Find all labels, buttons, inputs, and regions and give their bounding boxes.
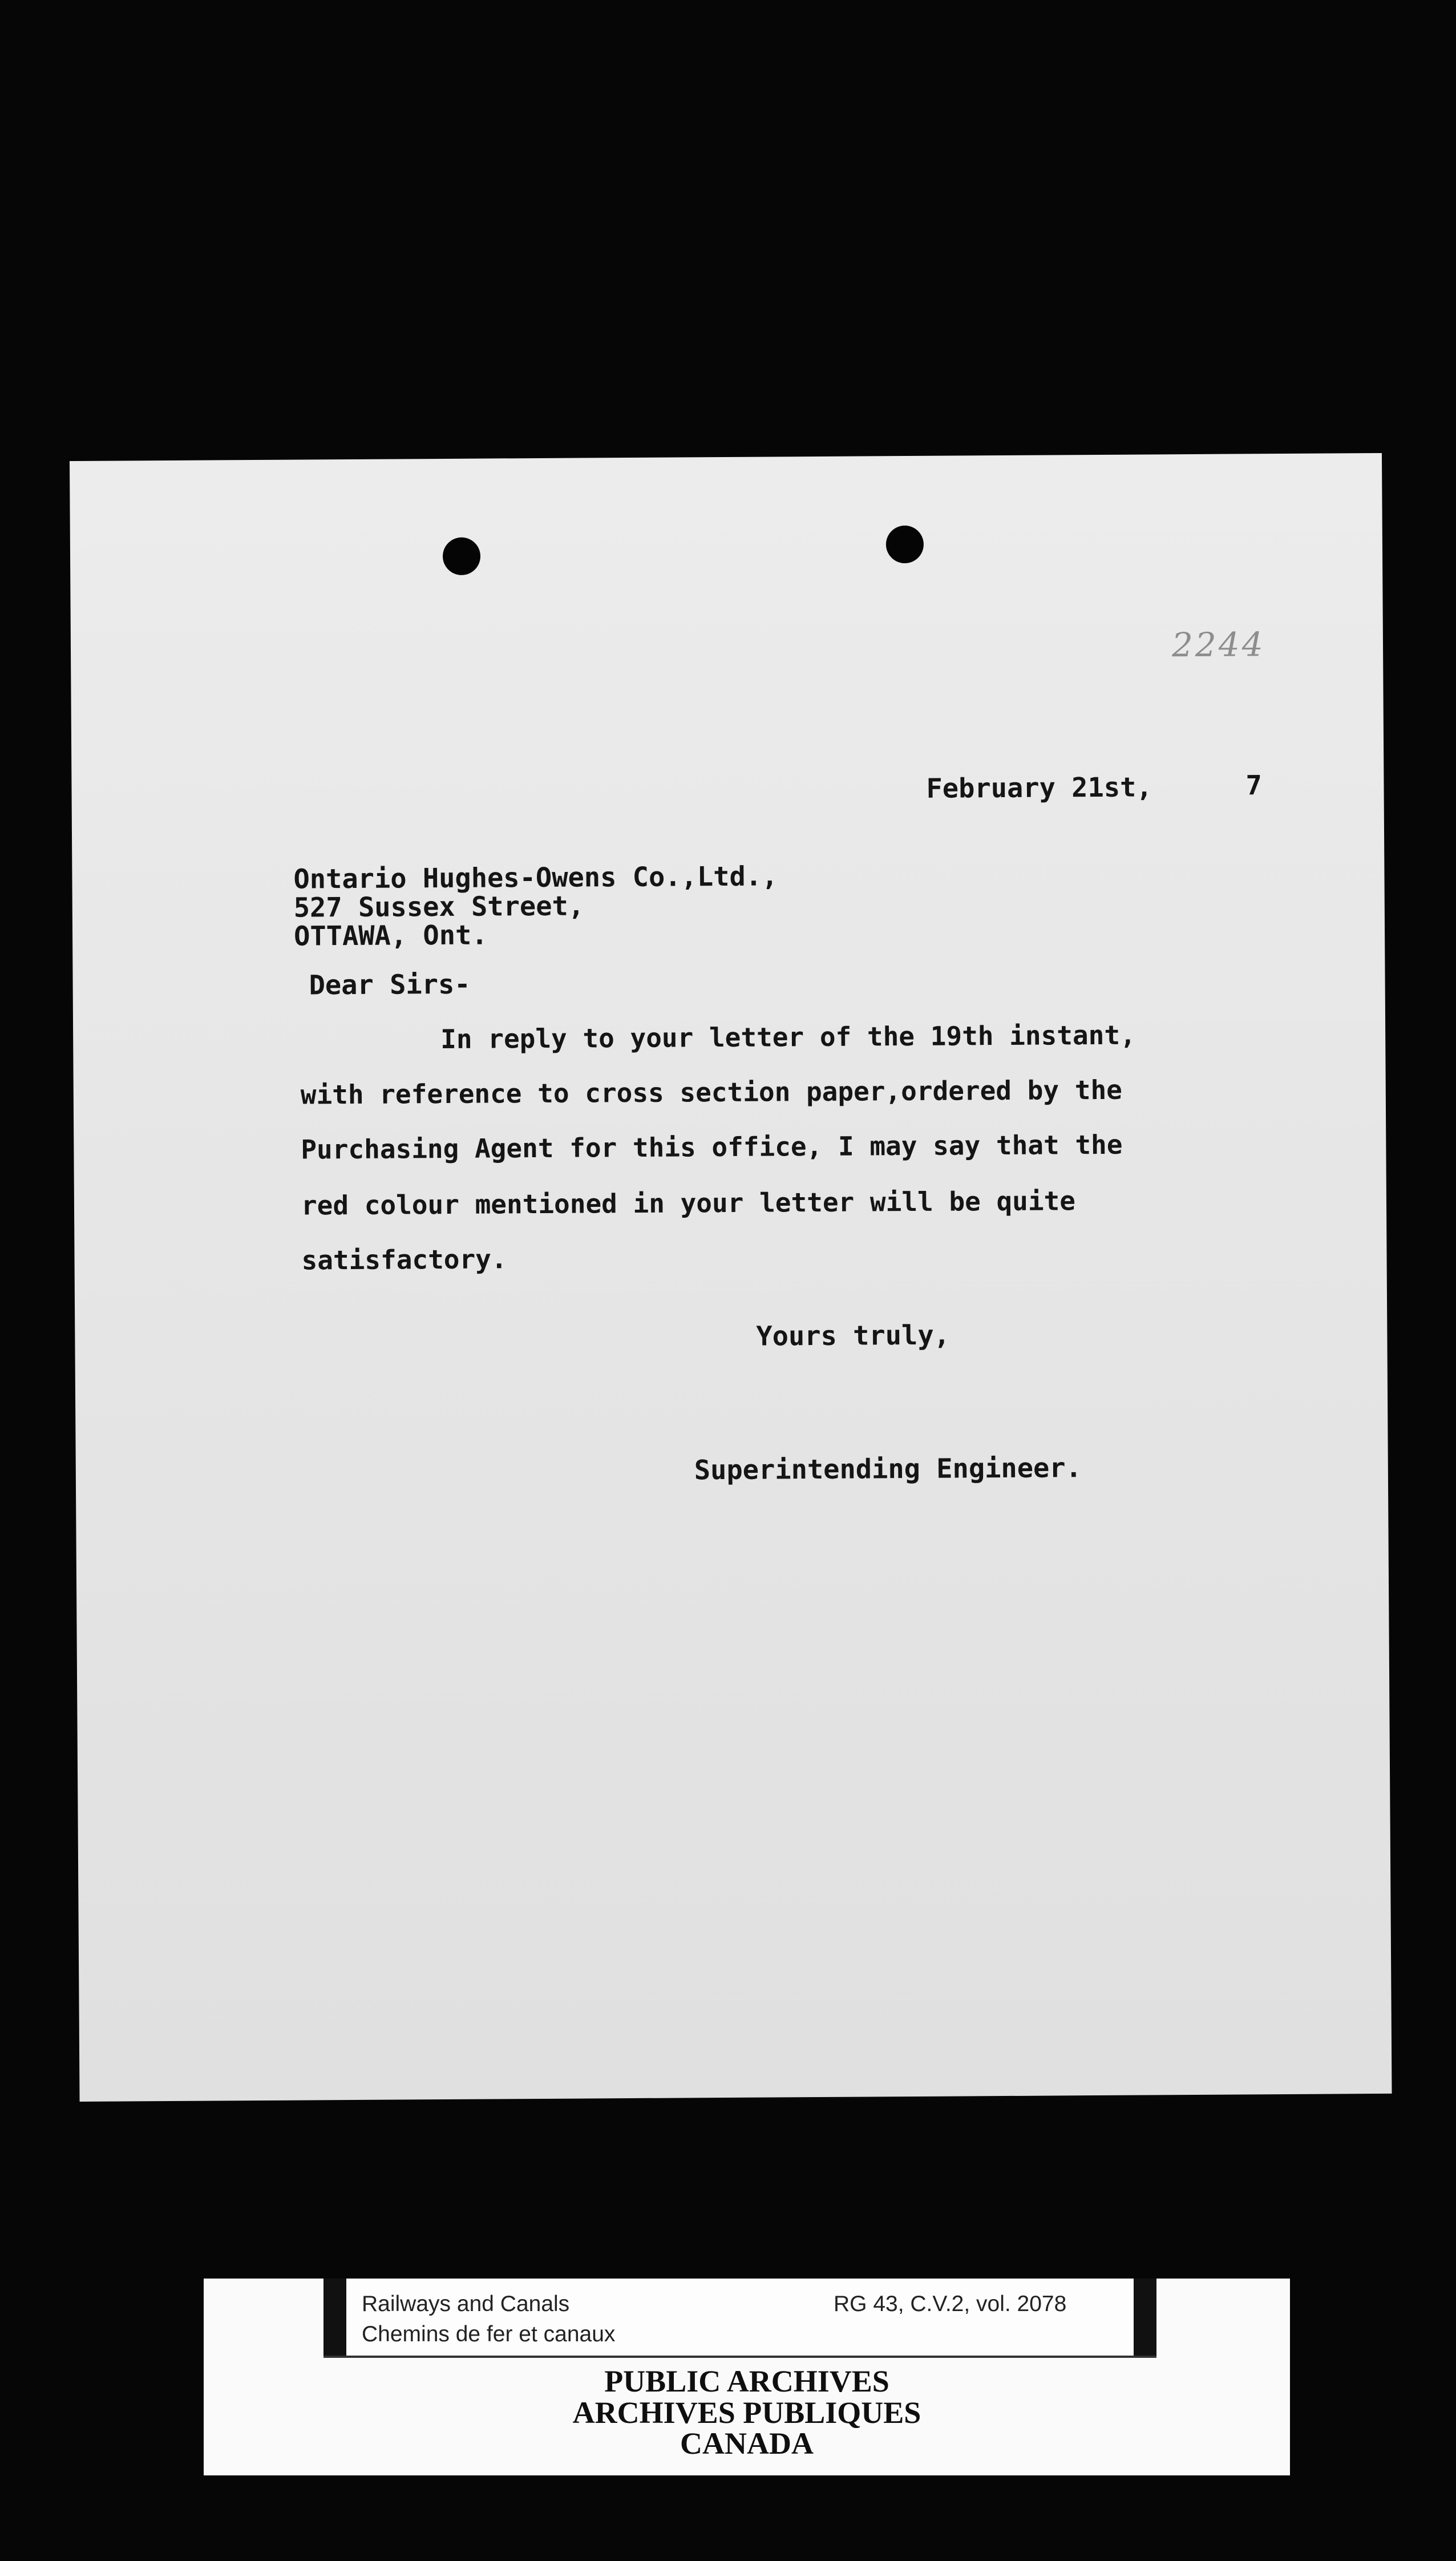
- address-line-3: OTTAWA, Ont.: [293, 919, 488, 952]
- address-line-1: Ontario Hughes-Owens Co.,Ltd.,: [293, 861, 778, 895]
- body-line-1: In reply to your letter of the 19th instant,: [440, 1019, 1136, 1055]
- body-line-4: red colour mentioned in your letter will be quite: [301, 1185, 1076, 1221]
- punch-hole-left: [443, 538, 480, 575]
- body-line-5: satisfactory.: [301, 1243, 507, 1276]
- pencil-file-number: 2244: [1171, 625, 1265, 665]
- department-english: Railways and Canals: [362, 2292, 570, 2316]
- letter-page: [70, 453, 1392, 2102]
- department-french: Chemins de fer et canaux: [362, 2322, 616, 2346]
- body-line-2: with reference to cross section paper,ordered by the: [300, 1074, 1123, 1110]
- archive-label: [204, 2279, 1290, 2475]
- body-line-3: Purchasing Agent for this office, I may say that the: [301, 1129, 1123, 1165]
- letter-date-suffix: 7: [1245, 770, 1262, 802]
- punch-hole-right: [886, 526, 924, 563]
- archives-line-3: CANADA: [680, 2426, 814, 2461]
- closing: Yours truly,: [756, 1319, 951, 1352]
- salutation: Dear Sirs-: [309, 968, 471, 1001]
- letter-date: February 21st,: [926, 771, 1152, 805]
- archive-reference: RG 43, C.V.2, vol. 2078: [834, 2292, 1067, 2316]
- archives-line-2: ARCHIVES PUBLIQUES: [572, 2396, 921, 2430]
- archives-line-1: PUBLIC ARCHIVES: [604, 2364, 889, 2398]
- address-line-2: 527 Sussex Street,: [293, 890, 585, 924]
- label-divider: [323, 2356, 1156, 2358]
- signature-title: Superintending Engineer.: [694, 1452, 1082, 1486]
